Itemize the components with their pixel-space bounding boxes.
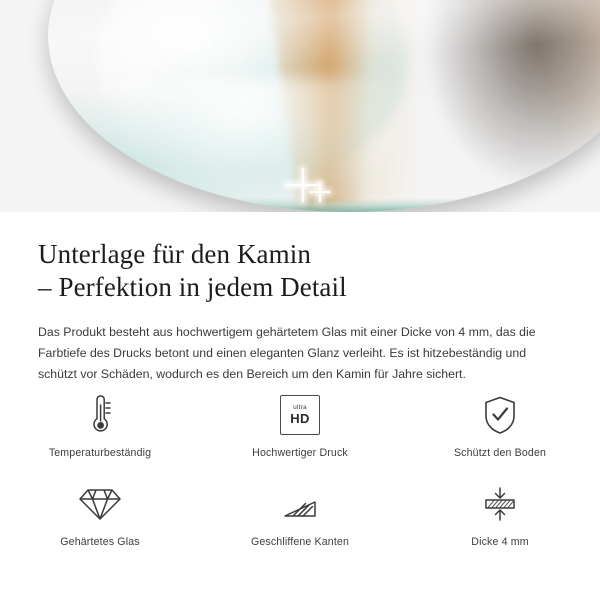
feature-label: Hochwertiger Druck bbox=[252, 447, 348, 459]
hd-badge-main-text: HD bbox=[290, 411, 310, 427]
feature-grid bbox=[0, 392, 600, 548]
thermometer-icon bbox=[80, 392, 120, 438]
feature-item-polished-edges bbox=[200, 481, 400, 548]
polished-edges-icon bbox=[279, 481, 321, 527]
marble-swirl-dark bbox=[420, 0, 600, 212]
hero-image bbox=[0, 0, 600, 212]
feature-label: Dicke 4 mm bbox=[471, 536, 529, 548]
ultra-hd-icon bbox=[280, 392, 320, 438]
feature-label: Temperaturbeständig bbox=[48, 447, 152, 459]
feature-item-print-quality bbox=[200, 392, 400, 459]
shield-check-icon bbox=[479, 392, 521, 438]
feature-item-floor-protection bbox=[400, 392, 600, 459]
feature-label: Gehärtetes Glas bbox=[60, 536, 140, 548]
marble-swirl-bottom bbox=[60, 78, 432, 212]
feature-item-temperature bbox=[0, 392, 200, 459]
diamond-icon bbox=[77, 481, 123, 527]
feature-item-tempered-glass bbox=[0, 481, 200, 548]
text-content bbox=[0, 212, 600, 385]
page-title-line-2: – Perfektion in jedem Detail bbox=[38, 272, 347, 302]
feature-item-thickness bbox=[400, 481, 600, 548]
hd-badge-top-text: ultra bbox=[293, 403, 307, 411]
hd-badge bbox=[280, 395, 320, 435]
feature-label: Geschliffene Kanten bbox=[250, 536, 350, 548]
thickness-icon bbox=[478, 481, 522, 527]
description-paragraph: Das Produkt besteht aus hochwertigem gehärtetem Glas mit einer Dicke von 4 mm, das die Farbtiefe des Drucks betont und einen eleganten Glanz verleiht. Es ist hitzebeständig und schützt vor Schäden, wodurch es den Bereich um den Kamin für Jahre sichert. bbox=[38, 325, 536, 381]
page-title-line-1: Unterlage für den Kamin bbox=[38, 239, 311, 269]
feature-label: Schützt den Boden bbox=[453, 447, 547, 459]
glass-plate-graphic bbox=[48, 0, 600, 212]
glass-edge-highlight bbox=[48, 198, 600, 212]
page-title bbox=[0, 212, 600, 304]
